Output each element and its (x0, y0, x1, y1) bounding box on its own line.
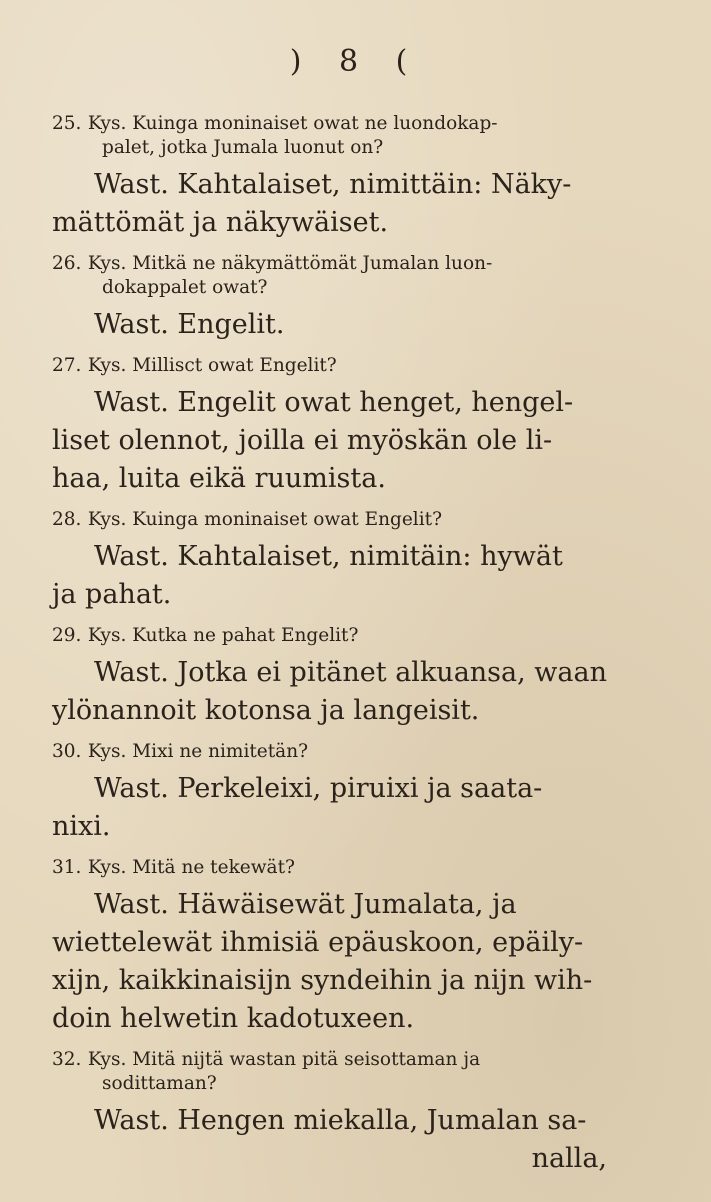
answer (52, 886, 627, 1038)
question-line: Kys. Mitä ne tekewät? (87, 857, 295, 878)
question (52, 624, 627, 648)
answer (52, 306, 627, 344)
answer (52, 1102, 627, 1178)
answer-line: ja pahat. (52, 579, 172, 610)
question-line: Kys. Kuinga moninaiset owat ne luondokap- (87, 113, 498, 134)
question-line: palet, jotka Jumala luonut on? (102, 137, 384, 158)
question-line: Kys. Mitä nijtä wastan pitä seisottaman ja (87, 1049, 481, 1070)
answer-line: nalla, (531, 1143, 607, 1174)
answer-line: Wast. Hengen miekalla, Jumalan sa- (94, 1105, 587, 1136)
question-number: 32. (52, 1049, 82, 1070)
answer (52, 538, 627, 614)
question-line: Kys. Kutka ne pahat Engelit? (87, 625, 359, 646)
question (52, 354, 627, 378)
entry-31 (52, 856, 627, 1038)
answer-line: xijn, kaikkinaisijn syndeihin ja nijn wih- (52, 965, 593, 996)
entry-30 (52, 740, 627, 846)
entry-26 (52, 252, 627, 344)
answer-line: Wast. Kahtalaiset, nimittäin: Näky- (94, 169, 572, 200)
answer-line: Wast. Häwäisewät Jumalata, ja (94, 889, 517, 920)
answer-line: Wast. Perkeleixi, piruixi ja saata- (94, 773, 543, 804)
question-line: Kys. Millisct owat Engelit? (87, 355, 337, 376)
question-line: sodittaman? (102, 1073, 217, 1094)
answer-line: nixi. (52, 811, 111, 842)
answer-line: wiettelewät ihmisiä epäuskoon, epäily- (52, 927, 584, 958)
answer-line: mättömät ja näkywäiset. (52, 207, 389, 238)
question-number: 29. (52, 625, 82, 646)
running-head-page-number: ) 8 ( (289, 44, 422, 79)
question (52, 112, 627, 160)
question (52, 1048, 627, 1096)
answer-line: Wast. Jotka ei pitänet alkuansa, waan (94, 657, 607, 688)
question-number: 28. (52, 509, 82, 530)
entry-29 (52, 624, 627, 730)
question (52, 508, 627, 532)
question-line: Kys. Mixi ne nimitetän? (87, 741, 309, 762)
answer (52, 654, 627, 730)
question-line: Kys. Mitkä ne näkymättömät Jumalan luon- (87, 253, 493, 274)
answer-line: liset olennot, joilla ei myöskän ole li- (52, 425, 553, 456)
answer-line: Wast. Engelit owat henget, hengel- (94, 387, 574, 418)
entry-25 (52, 112, 627, 242)
question (52, 856, 627, 880)
answer (52, 166, 627, 242)
answer-line: haa, luita eikä ruumista. (52, 463, 386, 494)
question-line: dokappalet owat? (102, 277, 268, 298)
question-number: 26. (52, 253, 82, 274)
answer-line: Wast. Kahtalaiset, nimitäin: hywät (94, 541, 563, 572)
question-number: 30. (52, 741, 82, 762)
question-number: 25. (52, 113, 82, 134)
answer-line: doin helwetin kadotuxeen. (52, 1003, 415, 1034)
question-line: Kys. Kuinga moninaiset owat Engelit? (87, 509, 442, 530)
entry-27 (52, 354, 627, 498)
entry-32 (52, 1048, 627, 1178)
answer-line: ylönannoit kotonsa ja langeisit. (52, 695, 480, 726)
question-number: 27. (52, 355, 82, 376)
answer-line: Wast. Engelit. (94, 309, 285, 340)
question-number: 31. (52, 857, 82, 878)
question (52, 740, 627, 764)
question (52, 252, 627, 300)
entry-28 (52, 508, 627, 614)
answer (52, 770, 627, 846)
answer (52, 384, 627, 498)
catechism-text (52, 112, 627, 1188)
